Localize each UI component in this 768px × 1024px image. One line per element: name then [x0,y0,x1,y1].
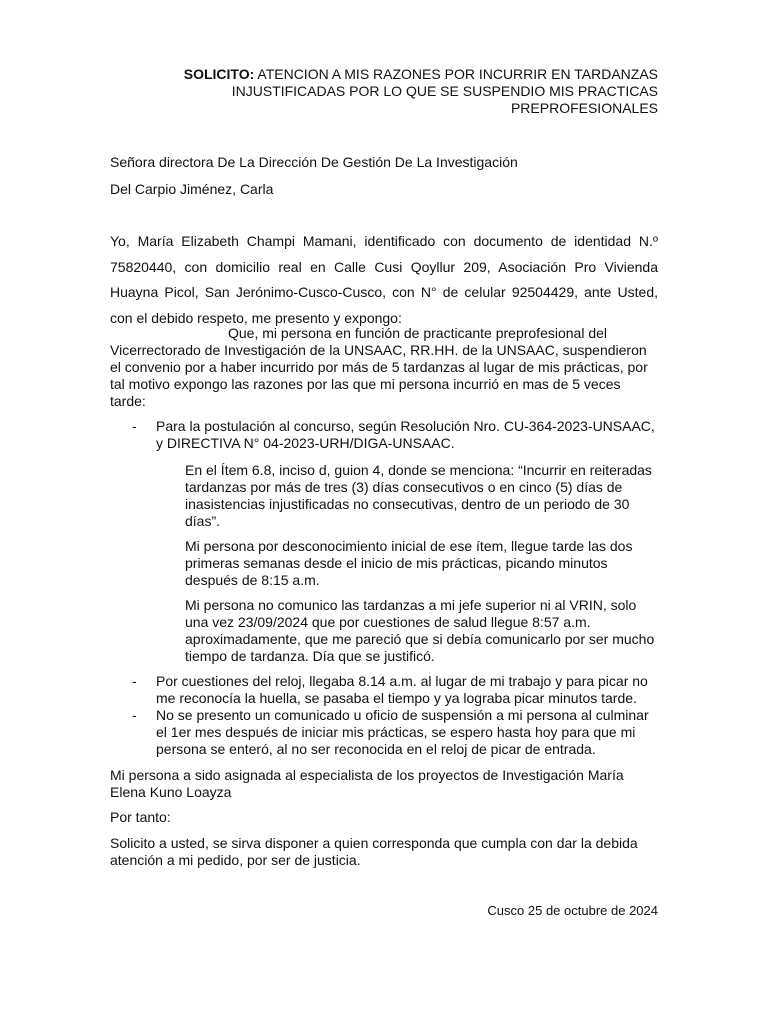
addressee-name: Del Carpio Jiménez, Carla [110,181,274,197]
bullet-marker: - [132,707,137,723]
sub-paragraph: Mi persona por desconocimiento inicial de ese ítem, llegue tarde las dos primeras semanas desde el inicio de mis prácticas, picando minutos después de 8:15 a.m. [185,538,633,588]
subject-block [110,66,658,117]
subject-label: SOLICITO: [183,66,255,82]
bullet-marker: - [132,673,137,689]
assignment-paragraph: Mi persona a sido asignada al especialista de los proyectos de Investigación María Elena Kuno Loayza [110,767,624,800]
subject-line-1 [110,66,658,83]
therefore-paragraph: Por tanto: [110,809,171,825]
bullet-marker: - [132,418,137,434]
date-line: Cusco 25 de octubre de 2024 [487,903,658,918]
subject-line-2: INJUSTIFICADAS POR LO QUE SE SUSPENDIO MIS PRACTICAS [231,83,658,99]
statement-paragraph: Que, mi persona en función de practicante preprofesional del Vicerrectorado de Investigación de la UNSAAC, RR.HH. de la UNSAAC, suspendieron el convenio por a haber incurrido por más de 5 tardanzas al lugar de mis prácticas, por tal motivo expongo las razones por las que mi persona incurrió en mas de 5 veces tarde: [110,325,648,409]
request-paragraph: Solicito a usted, se sirva disponer a quien corresponda que cumpla con dar la debida atención a mi pedido, por ser de justicia. [110,835,638,868]
bullet-text: Por cuestiones del reloj, llegaba 8.14 a.m. al lugar de mi trabajo y para picar no me reconocía la huella, se pasaba el tiempo y ya lograba picar minutos tarde. [156,673,648,706]
sub-paragraph: En el Ítem 6.8, inciso d, guion 4, donde se menciona: “Incurrir en reiteradas tardanzas por más de tres (3) días consecutivos o en cinco (5) días de inasistencias injustificadas no consecutivas, dentro de un periodo de 30 días”. [185,462,652,529]
subject-text-1: ATENCION A MIS RAZONES POR INCURRIR EN TARDANZAS [257,66,658,82]
document-page [110,0,658,1024]
addressee-title: Señora directora De La Dirección De Gestión De La Investigación [110,154,518,170]
intro-paragraph: Yo, María Elizabeth Champi Mamani, identificado con documento de identidad N.º 75820440, con domicilio real en Calle Cusi Qoyllur 209, Asociación Pro Vivienda Huayna Picol, San Jerónimo-Cusco-Cusco, con N° de celular 92504429, ante Usted, con el debido respeto, me presento y expongo: [110,233,658,326]
sub-paragraph: Mi persona no comunico las tardanzas a mi jefe superior ni al VRIN, solo una vez 23/09/2024 que por cuestiones de salud llegue 8:57 a.m. aproximadamente, que me pareció que si debía comunicarlo por ser mucho tiempo de tardanza. Día que se justificó. [185,597,655,664]
bullet-text: No se presento un comunicado u oficio de suspensión a mi persona al culminar el 1er mes después de iniciar mis prácticas, se espero hasta hoy para que mi persona se enteró, al no ser reconocida en el reloj de picar de entrada. [156,707,649,757]
bullet-text: Para la postulación al concurso, según Resolución Nro. CU-364-2023-UNSAAC, y DIRECTIVA N° 04-2023-URH/DIGA-UNSAAC. [156,418,655,451]
subject-line-3: PREPROFESIONALES [510,100,658,116]
